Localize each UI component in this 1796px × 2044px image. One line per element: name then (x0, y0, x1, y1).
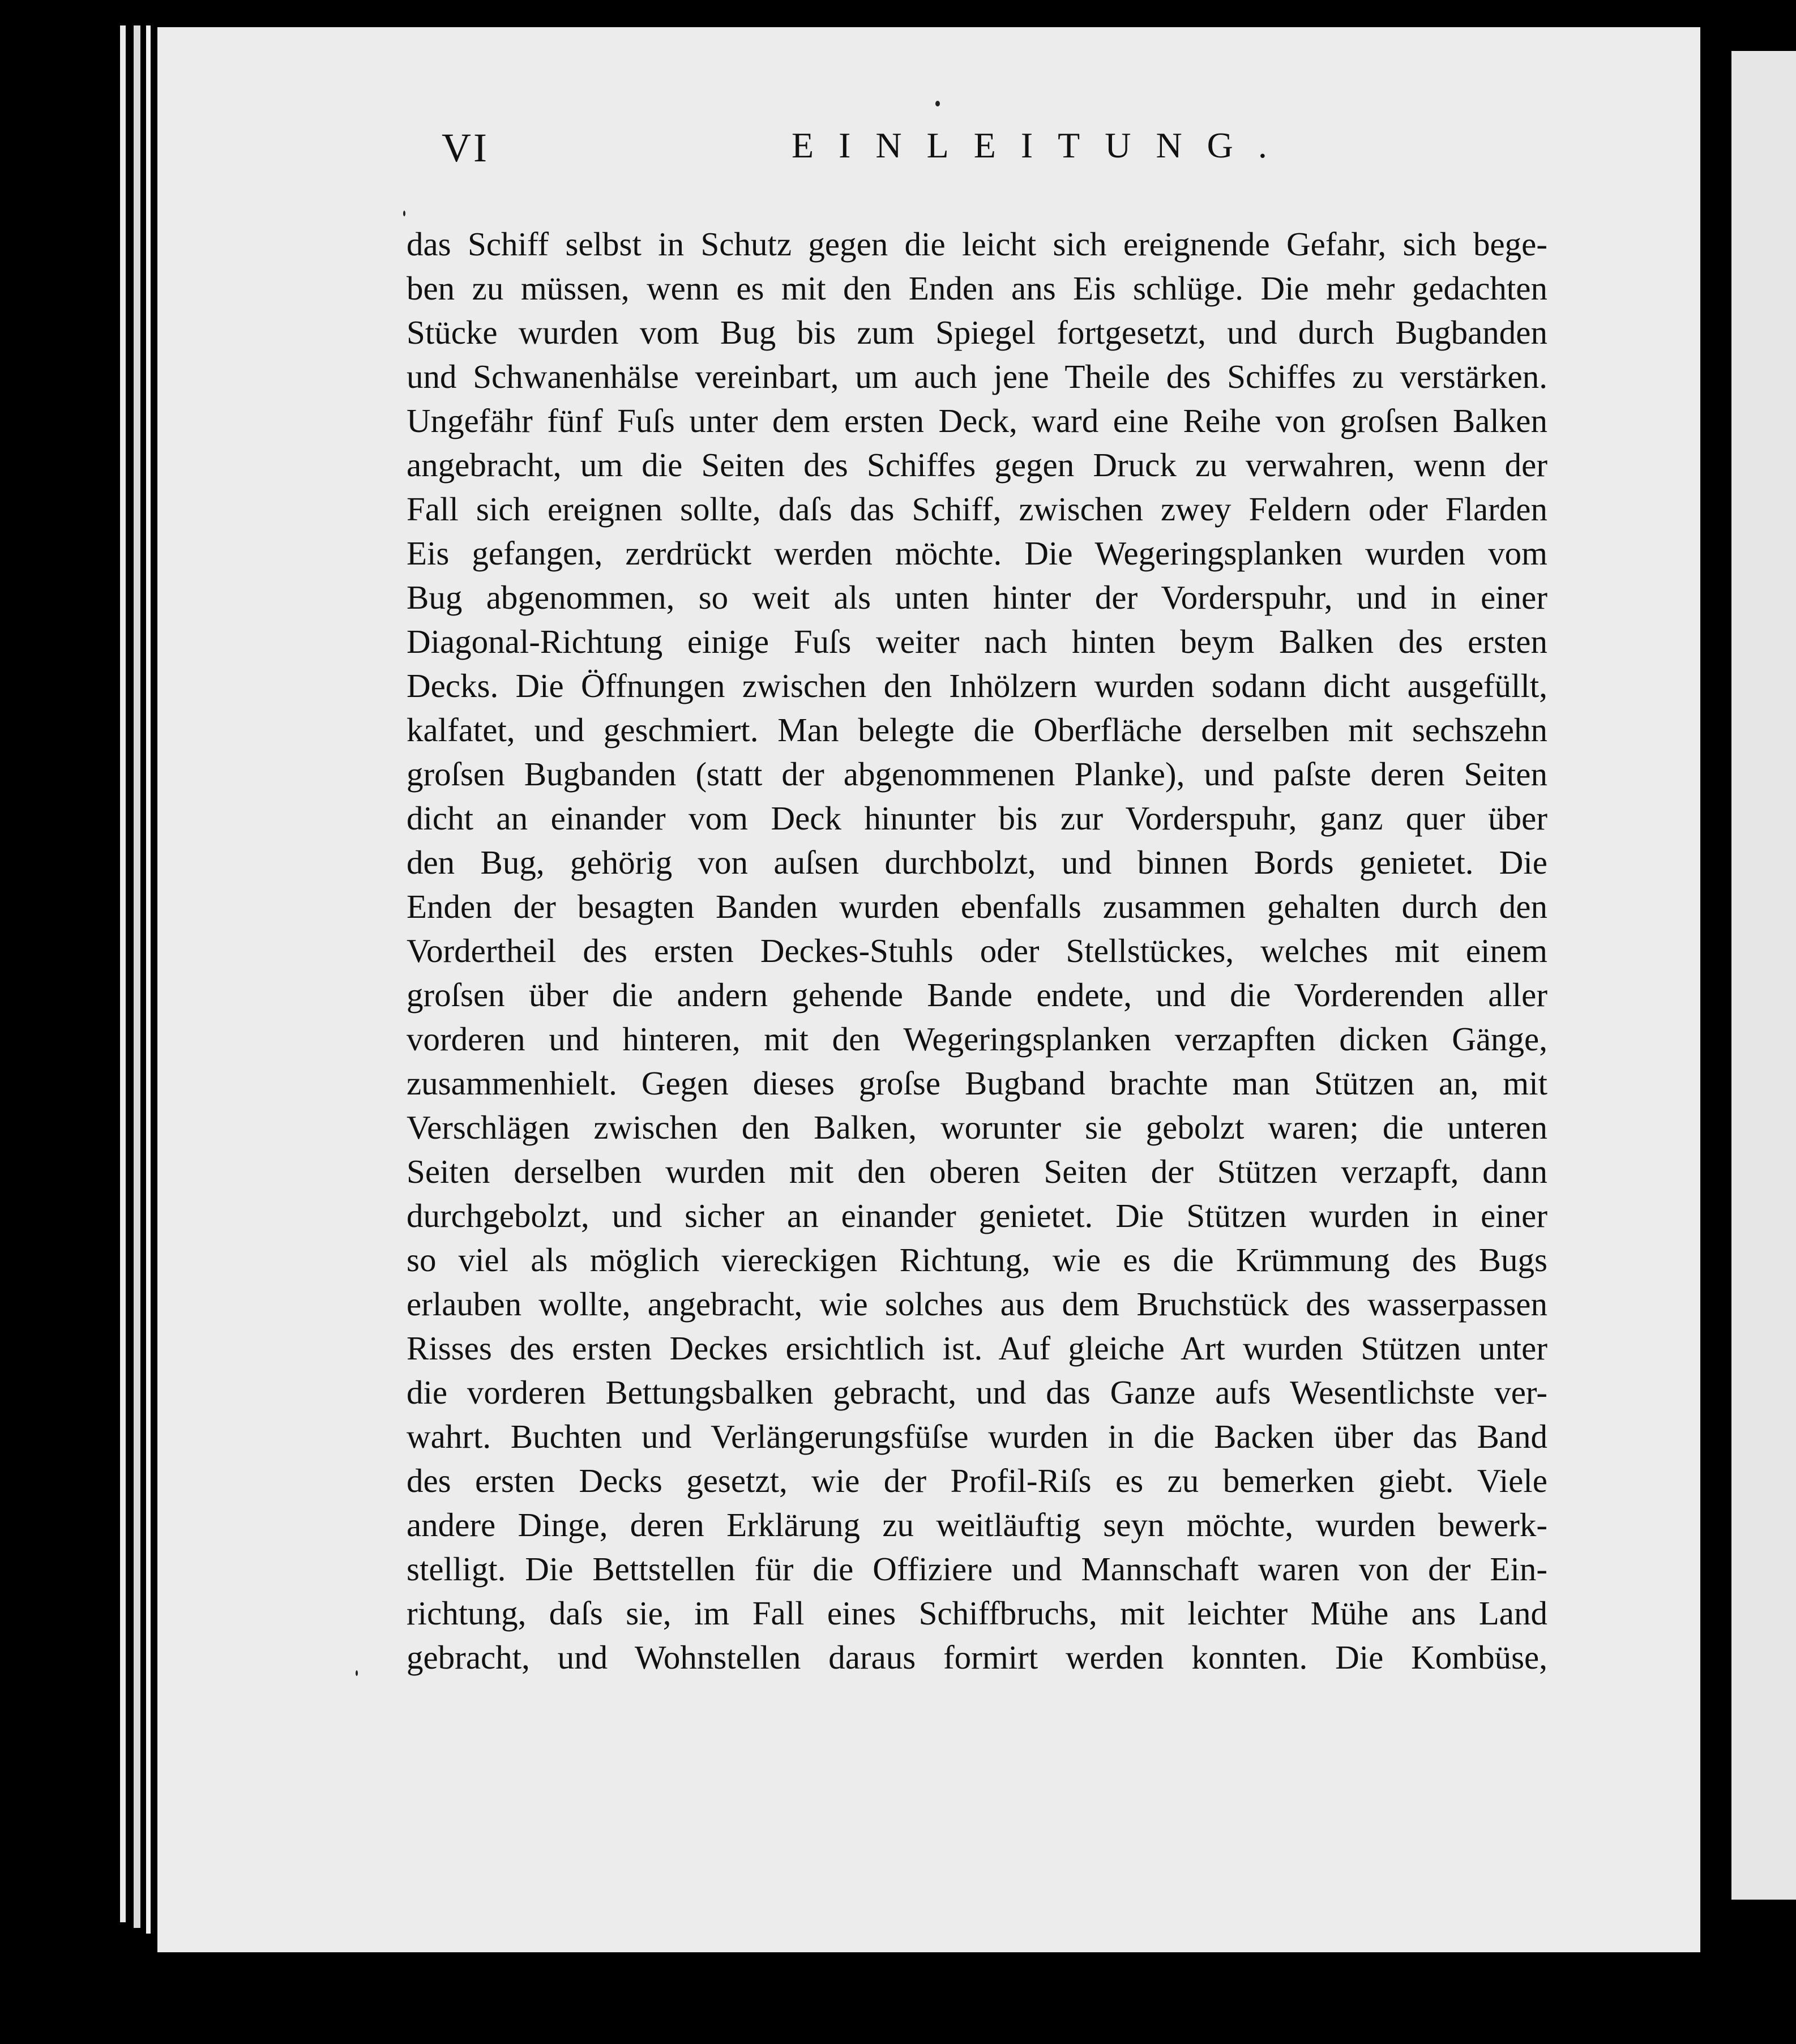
text-line: gebracht, und Wohnstellen daraus formirt werden konnten. Die Kombüse, (407, 1639, 1547, 1676)
ink-speck (935, 101, 940, 106)
text-line: andere Dinge, deren Erklärung zu weitläuftig seyn möchte, wurden bewerk- (407, 1506, 1547, 1543)
text-line: angebracht, um die Seiten des Schiffes gegen Druck zu verwahren, wenn der (407, 446, 1547, 484)
text-line: des ersten Decks gesetzt, wie der Profil-Riſs es zu bemerken giebt. Viele (407, 1462, 1547, 1499)
text-line: Vordertheil des ersten Deckes-Stuhls oder Stellstückes, welches mit einem (407, 932, 1547, 969)
text-line: ben zu müssen, wenn es mit den Enden ans Eis schlüge. Die mehr gedachten (407, 270, 1547, 307)
back-page-edge (134, 25, 140, 1928)
text-line: die vorderen Bettungsbalken gebracht, und das Ganze aufs Wesentlichste ver- (407, 1374, 1547, 1411)
text-line: stelligt. Die Bettstellen für die Offiziere und Mannschaft waren von der Ein- (407, 1550, 1547, 1588)
text-line: den Bug, gehörig von auſsen durchbolzt, und binnen Bords genietet. Die (407, 844, 1547, 881)
text-line: zusammenhielt. Gegen dieses groſse Bugband brachte man Stützen an, mit (407, 1064, 1547, 1102)
text-line: groſsen Bugbanden (statt der abgenommenen Planke), und paſste deren Seiten (407, 755, 1547, 793)
text-line: Fall sich ereignen sollte, daſs das Schiff, zwischen zwey Feldern oder Flarden (407, 490, 1547, 528)
text-line: durchgebolzt, und sicher an einander genietet. Die Stützen wurden in einer (407, 1197, 1547, 1234)
text-line: Ungefähr fünf Fuſs unter dem ersten Deck, ward eine Reihe von groſsen Balken (407, 402, 1547, 439)
text-line: Eis gefangen, zerdrückt werden möchte. Die Wegeringsplanken wurden vom (407, 534, 1547, 572)
text-line: vorderen und hinteren, mit den Wegeringsplanken verzapften dicken Gänge, (407, 1020, 1547, 1058)
text-line: Seiten derselben wurden mit den oberen Seiten der Stützen verzapft, dann (407, 1153, 1547, 1190)
text-line: Risses des ersten Deckes ersichtlich ist. Auf gleiche Art wurden Stützen unter (407, 1329, 1547, 1367)
text-line: dicht an einander vom Deck hinunter bis zur Vorderspuhr, ganz quer über (407, 799, 1547, 837)
text-line: Bug abgenommen, so weit als unten hinter der Vorderspuhr, und in einer (407, 579, 1547, 616)
text-line: Diagonal-Richtung einige Fuſs weiter nach hinten beym Balken des ersten (407, 623, 1547, 660)
back-page-edge (120, 25, 126, 1922)
facing-page-edge (1731, 51, 1796, 1900)
ink-speck (403, 211, 405, 216)
body-text (407, 222, 1547, 1679)
text-line: so viel als möglich viereckigen Richtung, wie es die Krümmung des Bugs (407, 1241, 1547, 1278)
text-line: wahrt. Buchten und Verlängerungsfüſse wurden in die Backen über das Band (407, 1418, 1547, 1455)
text-line: kalfatet, und geschmiert. Man belegte die Oberfläche derselben mit sechszehn (407, 711, 1547, 749)
text-line: Enden der besagten Banden wurden ebenfalls zusammen gehalten durch den (407, 888, 1547, 925)
page-number: VI (442, 125, 489, 170)
text-line: groſsen über die andern gehende Bande endete, und die Vorderenden aller (407, 976, 1547, 1014)
text-line: richtung, daſs sie, im Fall eines Schiffbruchs, mit leichter Mühe ans Land (407, 1594, 1547, 1632)
text-line: erlauben wollte, angebracht, wie solches aus dem Bruchstück des wasserpassen (407, 1285, 1547, 1323)
text-line: Decks. Die Öffnungen zwischen den Inhölzern wurden sodann dicht ausgefüllt, (407, 667, 1547, 704)
text-line: das Schiff selbst in Schutz gegen die leicht sich ereignende Gefahr, sich bege- (407, 225, 1547, 263)
text-line: Verschlägen zwischen den Balken, worunter sie gebolzt waren; die unteren (407, 1109, 1547, 1146)
back-page-edge (146, 25, 151, 1934)
text-line: und Schwanenhälse vereinbart, um auch jene Theile des Schiffes zu verstärken. (407, 358, 1547, 395)
text-line: Stücke wurden vom Bug bis zum Spiegel fortgesetzt, und durch Bugbanden (407, 314, 1547, 351)
ink-speck (356, 1670, 358, 1676)
running-title: EINLEITUNG. (792, 125, 1292, 165)
